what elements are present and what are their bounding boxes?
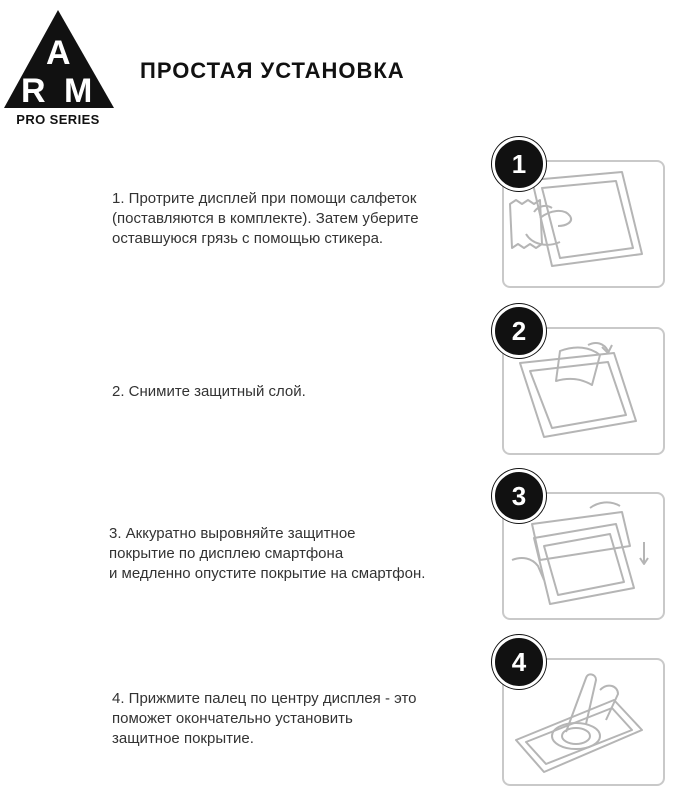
logo-letter-m: M bbox=[64, 72, 93, 110]
step-2-badge: 2 bbox=[492, 304, 546, 358]
step-1-text: 1. Протрите дисплей при помощи салфеток (поставляются в комплекте). Затем уберите оставшуюся грязь с помощью стикера. bbox=[112, 190, 419, 247]
arm-logo bbox=[2, 8, 120, 127]
step-4-text: 4. Прижмите палец по центру дисплея - это поможет окончательно установить защитное покрытие. bbox=[112, 690, 417, 747]
logo-letter-r: R bbox=[21, 72, 46, 110]
step-2-text: 2. Снимите защитный слой. bbox=[112, 383, 306, 400]
step-4-badge: 4 bbox=[492, 635, 546, 689]
step-3-text: 3. Аккуратно выровняйте защитное покрытие по дисплею смартфона и медленно опустите покрытие на смартфон. bbox=[109, 525, 426, 582]
step-3-badge: 3 bbox=[492, 469, 546, 523]
page-title: ПРОСТАЯ УСТАНОВКА bbox=[140, 58, 405, 83]
step-1-badge: 1 bbox=[492, 137, 546, 191]
logo-letter-a: A bbox=[46, 34, 71, 72]
logo-series-label: PRO SERIES bbox=[16, 112, 100, 127]
